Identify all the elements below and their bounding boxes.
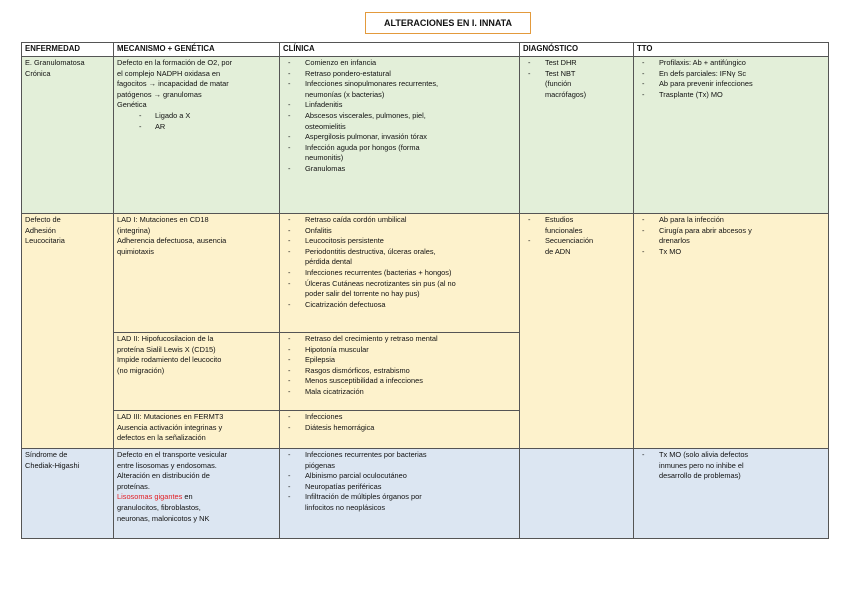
clinic-cell bbox=[280, 214, 520, 333]
list-item: - Ab para prevenir infecciones bbox=[637, 79, 825, 90]
clinic-cell bbox=[280, 57, 520, 214]
list-item: - Retraso caída cordón umbilical bbox=[283, 215, 516, 226]
disease-cell: Defecto de Adhesión Leucocitaria bbox=[22, 214, 114, 449]
list-item: - Infiltración de múltiples órganos por linfocitos no neoplásicos bbox=[283, 492, 516, 513]
table-row bbox=[22, 449, 829, 539]
list-item: - Infecciones recurrentes por bacterias piógenas bbox=[283, 450, 516, 471]
list-item: - Cicatrización defectuosa bbox=[283, 300, 516, 311]
list-item: - Rasgos dismórficos, estrabismo bbox=[283, 366, 516, 377]
clinic-cell bbox=[280, 411, 520, 449]
list-item: - AR bbox=[117, 122, 276, 133]
list-item: - Retraso del crecimiento y retraso mental bbox=[283, 334, 516, 345]
list-item: - Ab para la infección bbox=[637, 215, 825, 226]
list-item: - Infección aguda por hongos (forma neumonitis) bbox=[283, 143, 516, 164]
list-item: - Tx MO (solo alivia defectos inmunes pero no inhibe el desarrollo de problemas) bbox=[637, 450, 825, 482]
diagnosis-cell bbox=[520, 57, 634, 214]
table-header-row bbox=[22, 43, 829, 57]
list-item: - Test DHR bbox=[523, 58, 630, 69]
list-item: - Retraso pondero-estatural bbox=[283, 69, 516, 80]
list-item: - Test NBT (función macrófagos) bbox=[523, 69, 630, 101]
mechanism-cell: LAD III: Mutaciones en FERMT3 Ausencia activación integrinas y defectos en la señalización bbox=[114, 411, 280, 449]
list-item: - Diátesis hemorrágica bbox=[283, 423, 516, 434]
treatment-cell bbox=[634, 449, 829, 539]
disease-cell: E. Granulomatosa Crónica bbox=[22, 57, 114, 214]
list-item: - Infecciones recurrentes (bacterias + hongos) bbox=[283, 268, 516, 279]
mechanism-cell: LAD II: Hipofucosilacion de la proteína Sialil Lewis X (CD15) Impide rodamiento del leucocito (no migración) bbox=[114, 333, 280, 411]
immune-alterations-table bbox=[21, 42, 829, 539]
list-item: - Abscesos viscerales, pulmones, piel, osteomielitis bbox=[283, 111, 516, 132]
list-item: - Tx MO bbox=[637, 247, 825, 258]
clinic-cell bbox=[280, 449, 520, 539]
treatment-cell bbox=[634, 214, 829, 449]
list-item: - Secuenciación de ADN bbox=[523, 236, 630, 257]
list-item: - Úlceras Cutáneas necrotizantes sin pus (al no poder salir del torrente no hay pus) bbox=[283, 279, 516, 300]
diagnosis-cell bbox=[520, 449, 634, 539]
list-item: - En defs parciales: IFNγ Sc bbox=[637, 69, 825, 80]
header-mecanismo: MECANISMO + GENÉTICA bbox=[114, 43, 280, 57]
mechanism-cell: LAD I: Mutaciones en CD18 (integrina) Adherencia defectuosa, ausencia quimiotaxis bbox=[114, 214, 280, 333]
list-item: - Comienzo en infancia bbox=[283, 58, 516, 69]
list-item: - Leucocitosis persistente bbox=[283, 236, 516, 247]
table-row bbox=[22, 214, 829, 333]
list-item: - Hipotonía muscular bbox=[283, 345, 516, 356]
treatment-cell bbox=[634, 57, 829, 214]
header-enfermedad: ENFERMEDAD bbox=[22, 43, 114, 57]
list-item: - Profilaxis: Ab + antifúngico bbox=[637, 58, 825, 69]
page-title: ALTERACIONES EN I. INNATA bbox=[365, 12, 531, 34]
list-item: - Cirugía para abrir abcesos y drenarlos bbox=[637, 226, 825, 247]
list-item: - Albinismo parcial oculocutáneo bbox=[283, 471, 516, 482]
header-tto: TTO bbox=[634, 43, 829, 57]
diagnosis-cell bbox=[520, 214, 634, 449]
list-item: - Neuropatías periféricas bbox=[283, 482, 516, 493]
list-item: - Epilepsia bbox=[283, 355, 516, 366]
list-item: - Onfalitis bbox=[283, 226, 516, 237]
list-item: - Aspergilosis pulmonar, invasión tórax bbox=[283, 132, 516, 143]
list-item: - Infecciones bbox=[283, 412, 516, 423]
list-item: - Menos susceptibilidad a infecciones bbox=[283, 376, 516, 387]
highlighted-term: Lisosomas gigantes bbox=[117, 492, 183, 502]
list-item: - Periodontitis destructiva, úlceras orales, pérdida dental bbox=[283, 247, 516, 268]
header-clinica: CLÍNICA bbox=[280, 43, 520, 57]
list-item: - Infecciones sinopulmonares recurrentes, neumonías (x bacterias) bbox=[283, 79, 516, 100]
disease-cell: Síndrome de Chediak-Higashi bbox=[22, 449, 114, 539]
mechanism-cell: Defecto en el transporte vesicular entre lisosomas y endosomas. Alteración en distribución de proteínas. Lisosomas gigantes en granulocitos, fibroblastos, neuronas, malonicotos y NK bbox=[114, 449, 280, 539]
list-item: - Estudios funcionales bbox=[523, 215, 630, 236]
header-diagnostico: DIAGNÓSTICO bbox=[520, 43, 634, 57]
list-item: - Trasplante (Tx) MO bbox=[637, 90, 825, 101]
clinic-cell bbox=[280, 333, 520, 411]
list-item: - Granulomas bbox=[283, 164, 516, 175]
mechanism-cell: Defecto en la formación de O2, por el complejo NADPH oxidasa en fagocitos → incapacidad de matar patógenos → granulomas Genética - Ligado a X - AR bbox=[114, 57, 280, 214]
list-item: - Ligado a X bbox=[117, 111, 276, 122]
table-row bbox=[22, 57, 829, 214]
list-item: - Mala cicatrización bbox=[283, 387, 516, 398]
list-item: - Linfadenitis bbox=[283, 100, 516, 111]
